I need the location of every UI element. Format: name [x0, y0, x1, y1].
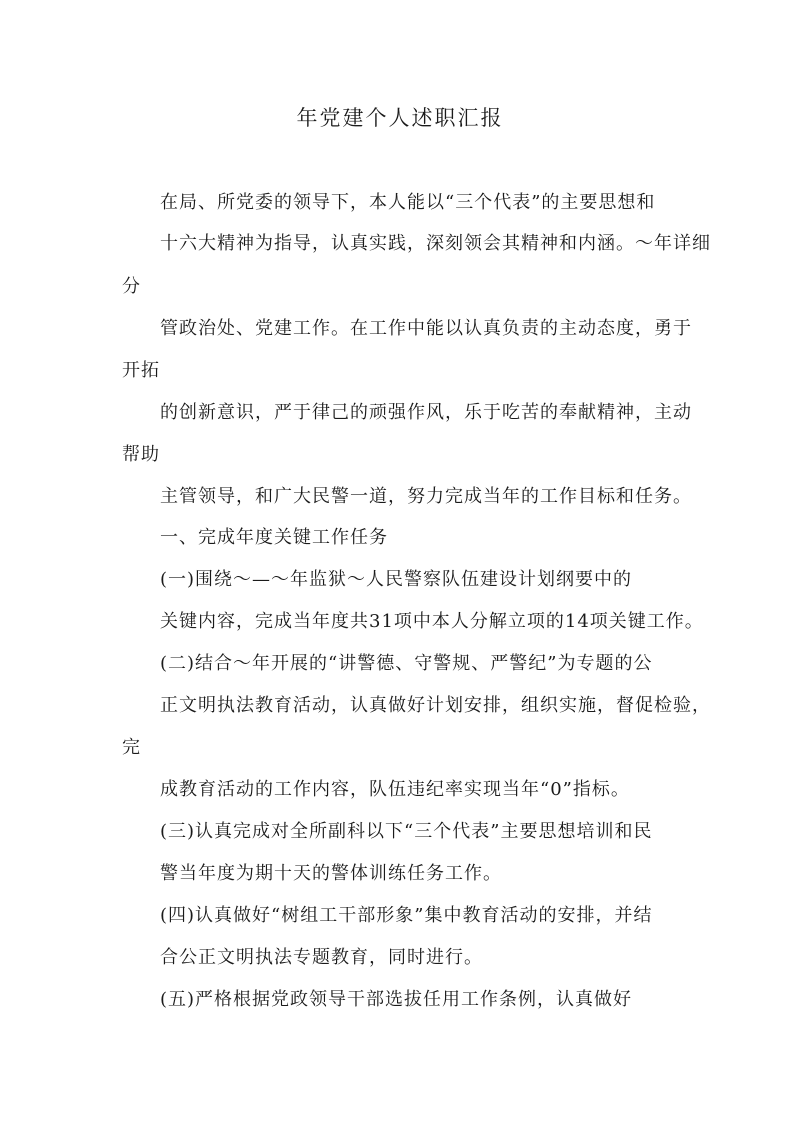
body-line: 的创新意识，严于律己的顽强作风，乐于吃苦的奉献精神，主动 — [160, 402, 692, 423]
body-line: 合公正文明执法专题教育，同时进行。 — [160, 947, 483, 968]
body-line: (四)认真做好“树组工干部形象”集中教育活动的安排，并结 — [160, 905, 653, 926]
body-line: 开拓 — [122, 360, 160, 381]
body-line: 完 — [122, 737, 141, 758]
body-line: 管政治处、党建工作。在工作中能以认真负责的主动态度，勇于 — [160, 318, 692, 339]
section-heading: 一、完成年度关键工作任务 — [160, 527, 388, 548]
body-line: 警当年度为期十天的警体训练任务工作。 — [160, 863, 502, 884]
body-line: 分 — [122, 276, 141, 297]
body-line: (一)围绕～—～年监狱～人民警察队伍建设计划纲要中的 — [160, 569, 633, 590]
body-line: (五)严格根据党政领导干部选拔任用工作条例，认真做好 — [160, 989, 633, 1010]
body-line: 帮助 — [122, 444, 160, 465]
document-title: 年党建个人述职汇报 — [296, 106, 504, 130]
body-line: 关键内容，完成当年度共31项中本人分解立项的14项关键工作。 — [160, 611, 704, 632]
body-line: 在局、所党委的领导下，本人能以“三个代表”的主要思想和 — [160, 192, 656, 213]
body-line: 主管领导，和广大民警一道，努力完成当年的工作目标和任务。 — [160, 486, 692, 507]
body-line: 正文明执法教育活动，认真做好计划安排，组织实施，督促检验， — [160, 695, 711, 716]
body-line: (三)认真完成对全所副科以下“三个代表”主要思想培训和民 — [160, 821, 653, 842]
body-line: 成教育活动的工作内容，队伍违纪率实现当年“0”指标。 — [160, 779, 630, 800]
body-line: (二)结合～年开展的“讲警德、守警规、严警纪”为专题的公 — [160, 653, 653, 674]
body-line: 十六大精神为指导，认真实践，深刻领会其精神和内涵。～年详细 — [160, 233, 711, 254]
